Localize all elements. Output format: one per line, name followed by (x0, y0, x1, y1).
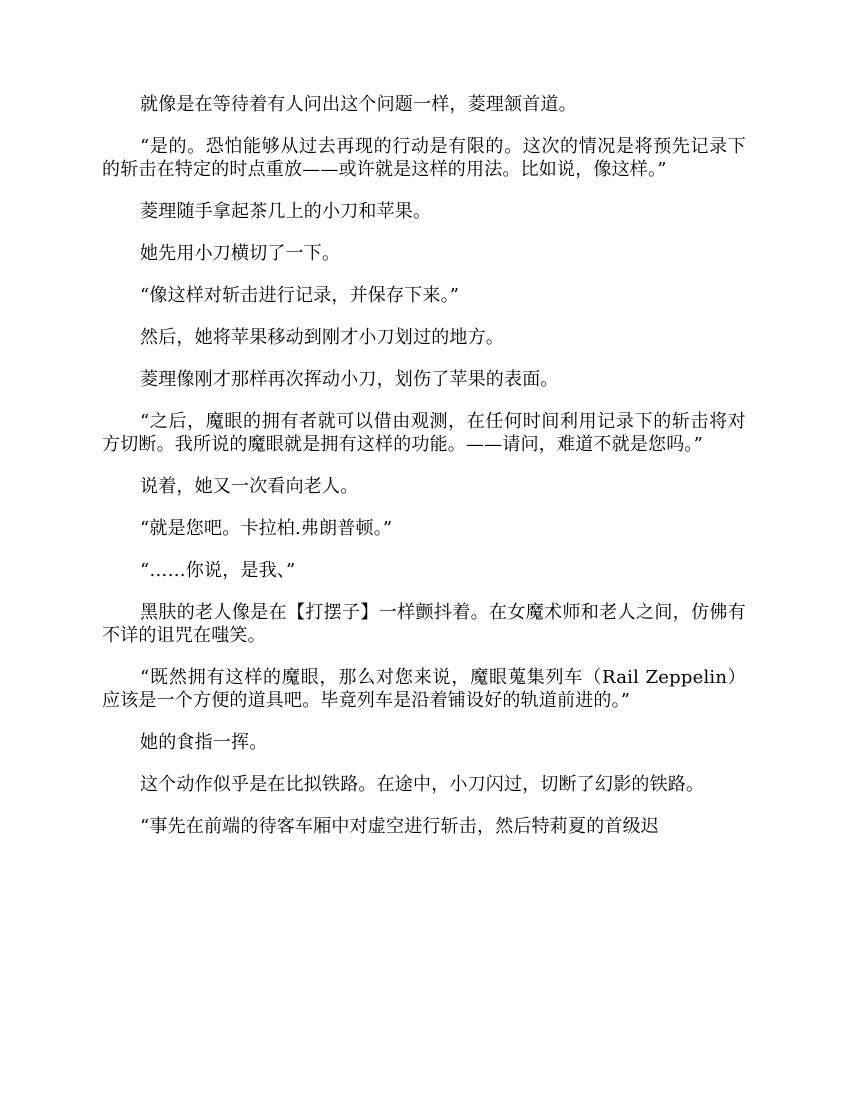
paragraph: 就像是在等待着有人问出这个问题一样，菱理颔首道。 (140, 94, 577, 115)
paragraph: 说着，她又一次看向老人。 (140, 476, 359, 497)
paragraph: “既然拥有这样的魔眼，那么对您来说，魔眼蒐集列车（Rail Zeppelin）应该是一个方便的道具吧。毕竟列车是沿着铺设好的轨道前进的。” (102, 667, 746, 711)
paragraph: “就是您吧。卡拉柏.弗朗普顿。” (140, 518, 393, 539)
paragraph: “事先在前端的待客车厢中对虚空进行斩击，然后特莉夏的首级迟 (140, 816, 659, 837)
paragraph: “之后，魔眼的拥有者就可以借由观测，在任何时间利用记录下的斩击将对方切断。我所说的魔眼就是拥有这样的功能。——请问，难道不就是您吗。” (102, 411, 746, 455)
paragraph: 这个动作似乎是在比拟铁路。在途中，小刀闪过，切断了幻影的铁路。 (140, 774, 705, 795)
paragraph: “……你说，是我、” (140, 560, 296, 581)
paragraph: 她的食指一挥。 (140, 732, 268, 753)
document-page (102, 93, 746, 1093)
paragraph: “像这样对斩击进行记录，并保存下来。” (140, 285, 460, 306)
paragraph: 黑肤的老人像是在【打摆子】一样颤抖着。在女魔术师和老人之间，仿佛有不详的诅咒在嗤笑。 (102, 602, 746, 646)
paragraph: 她先用小刀横切了一下。 (140, 243, 341, 264)
paragraph: 菱理随手拿起茶几上的小刀和苹果。 (140, 201, 432, 222)
paragraph: “是的。恐怕能够从过去再现的行动是有限的。这次的情况是将预先记录下的斩击在特定的时点重放——或许就是这样的用法。比如说，像这样。” (102, 136, 746, 180)
paragraph: 菱理像刚才那样再次挥动小刀，划伤了苹果的表面。 (140, 369, 559, 390)
paragraph: 然后，她将苹果移动到刚才小刀划过的地方。 (140, 327, 504, 348)
